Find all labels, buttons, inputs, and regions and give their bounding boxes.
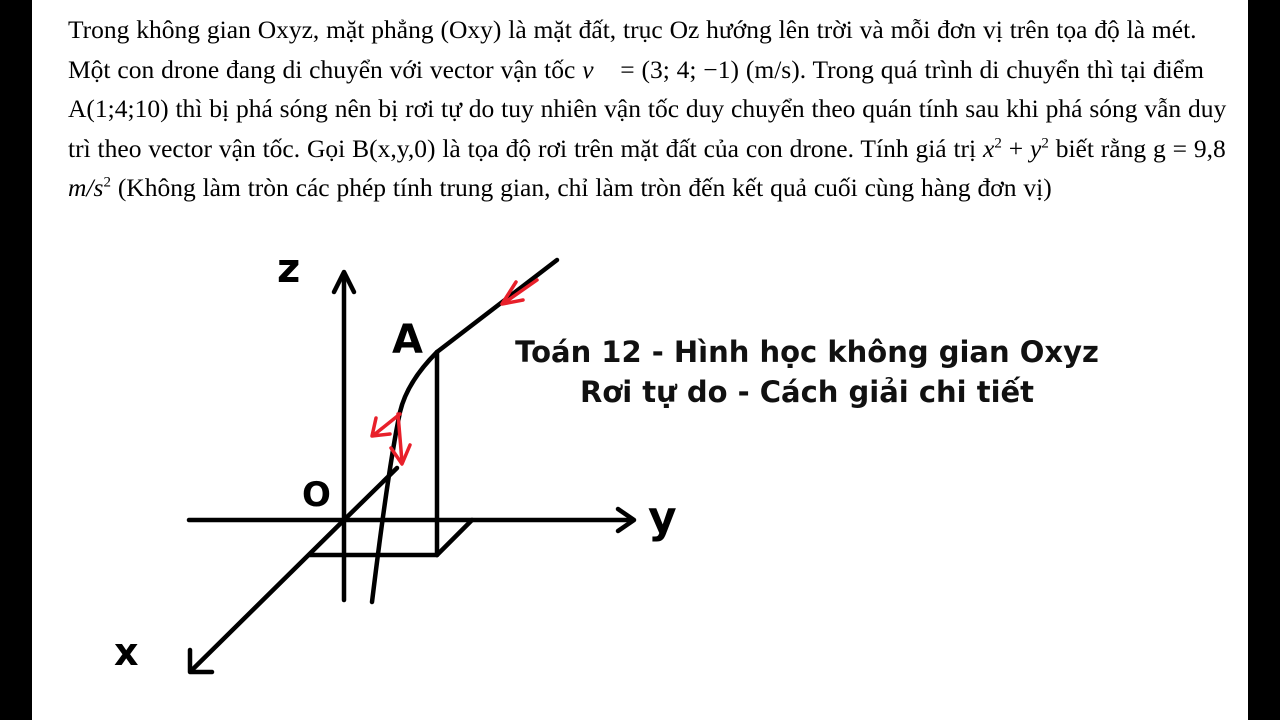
problem-part4: (Không làm tròn các phép tính trung gian, chỉ làm tròn đến kết quả cuối cùng hàng đơn vị): [110, 173, 1052, 202]
caption-line-2: Rơi tự do - Cách giải chi tiết: [579, 375, 1035, 409]
vector-v-symbol: v⃗: [582, 54, 614, 84]
trajectory-guide: [344, 468, 397, 520]
axis-label-z: z: [277, 246, 301, 292]
expr-x: x: [983, 133, 995, 163]
projection-ground-x: [437, 520, 472, 555]
axis-label-x: x: [114, 630, 139, 674]
axis-label-y: y: [648, 492, 677, 543]
exponent-s: 2: [103, 174, 111, 191]
unit-ms: m/s: [68, 173, 104, 202]
exponent-y: 2: [1041, 135, 1049, 151]
problem-part2: (m/s). Trong quá trình di chuyển thì tại điểm A(1;4;10) thì bị phá sóng nên bị rơi tự do tuy nhiên vận tốc duy chuyển theo quán tính sau khi phá sóng vẫn duy trì theo vector vận tốc. Gọi B(x,y,0) là tọa độ rơi trên mặt đất của con drone. Tính giá trị: [68, 54, 1227, 163]
video-caption: [487, 332, 1127, 412]
expr-plus: +: [1001, 133, 1030, 163]
point-a-label: A: [392, 317, 423, 363]
caption-line-1: Toán 12 - Hình học không gian Oxyz: [515, 335, 1099, 369]
problem-part3: biết rằng g = 9,8: [1048, 133, 1226, 163]
exponent-x: 2: [994, 135, 1002, 151]
problem-part1: Trong không gian Oxyz, mặt phẳng (Oxy) là mặt đất, trục Oz hướng lên trời và mỗi đơn vị trên tọa độ là mét. Một con drone đang di chuyển với vector vận tốc: [68, 15, 1197, 84]
expr-y: y: [1029, 133, 1042, 163]
gravity-arrow: [398, 414, 402, 462]
x-axis: [192, 520, 344, 670]
vector-value: = (3; 4; −1): [613, 54, 740, 84]
page: [32, 0, 1248, 720]
trajectory-fall: [372, 352, 437, 602]
origin-label: O: [302, 475, 331, 515]
